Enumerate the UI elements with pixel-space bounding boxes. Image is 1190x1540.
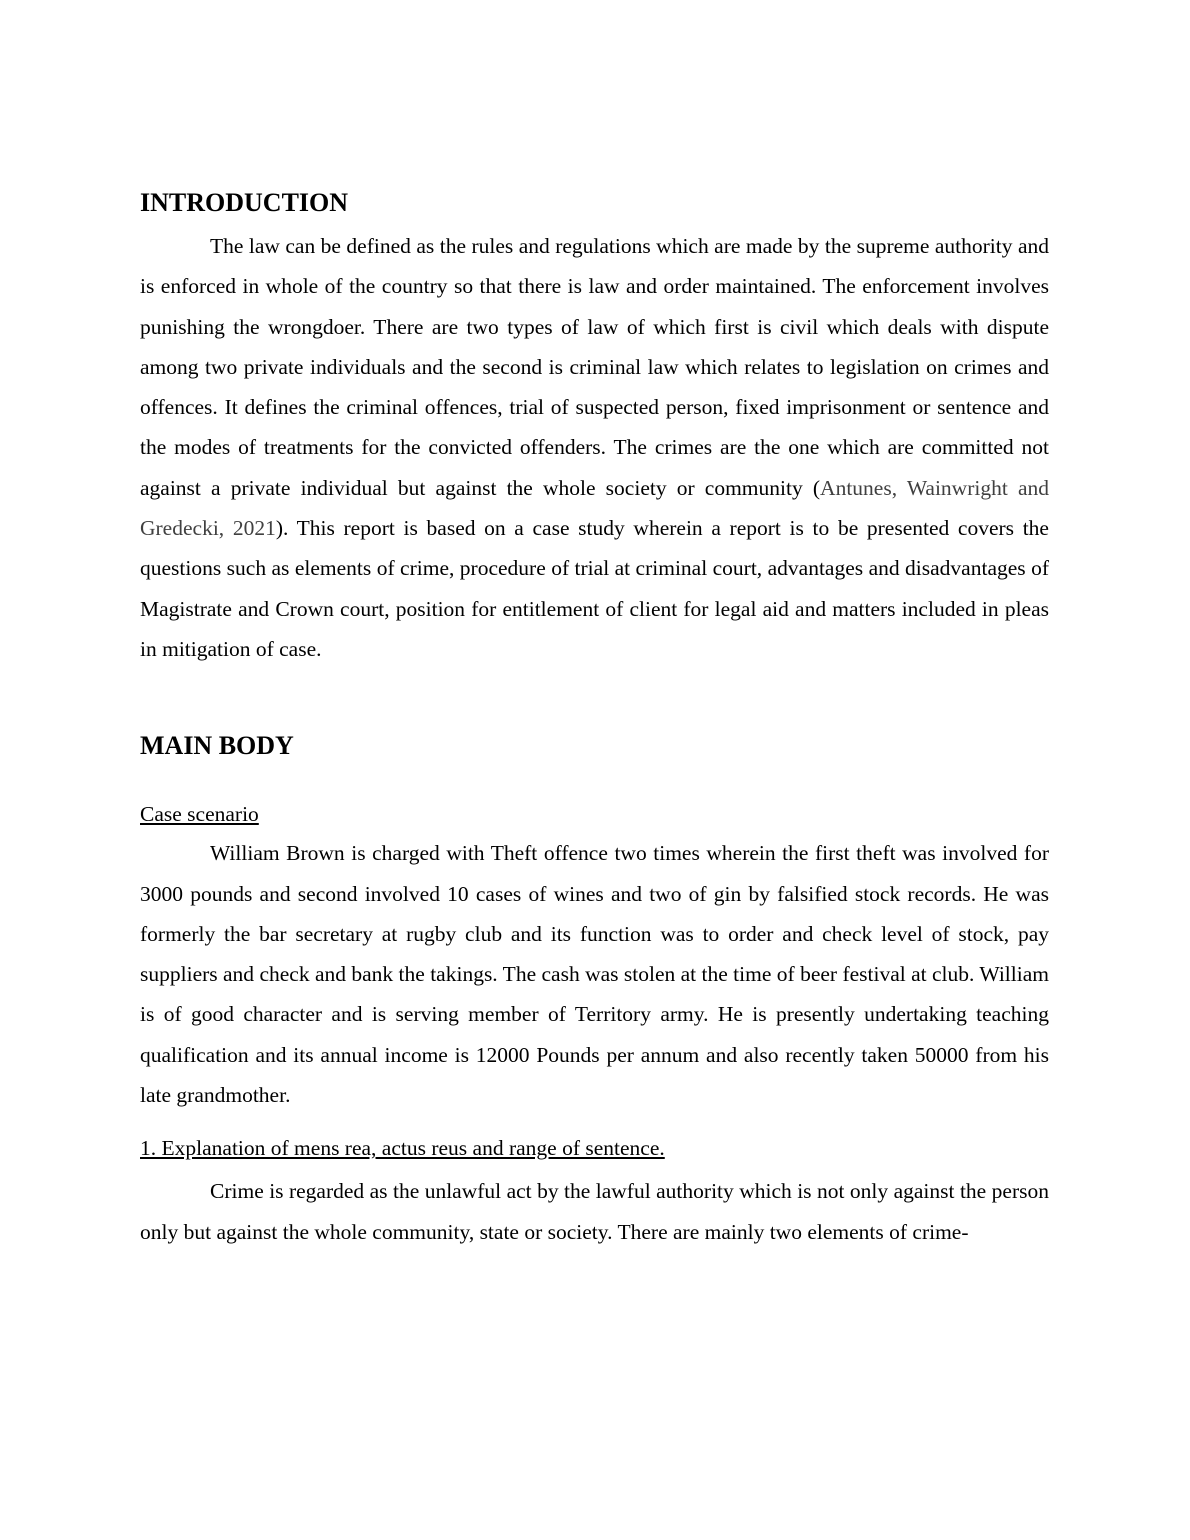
main-body-heading: MAIN BODY xyxy=(140,731,294,761)
case-scenario-paragraph: William Brown is charged with Theft offence two times wherein the first theft was involved for 3000 pounds and second involved 10 cases of wines and two of gin by falsified stock records. He was formerly the bar secretary at rugby club and its function was to order and check level of stock, pay suppliers and check and bank the takings. The cash was stolen at the time of beer festival at club. William is of good character and is serving member of Territory army. He is presently undertaking teaching qualification and its annual income is 12000 Pounds per annum and also recently taken 50000 from his late grandmother. xyxy=(140,841,1049,1108)
introduction-citation: Antunes, Wainwright and Gredecki, 2021 xyxy=(140,475,1050,541)
question1-subheading: 1. Explanation of mens rea, actus reus and range of sentence. xyxy=(140,1136,665,1161)
introduction-text-part1: The law can be defined as the rules and regulations which are made by the supreme authority and is enforced in whole of the country so that there is law and order maintained. The enforcement involves punishing the wrongdoer. There are two types of law of which first is civil which deals with dispute among two private individuals and the second is criminal law which relates to legislation on crimes and offences. It defines the criminal offences, trial of suspected person, fixed imprisonment or sentence and the modes of treatments for the convicted offenders. The crimes are the one which are committed not against a private individual but against the whole society or community ( xyxy=(140,234,1049,500)
question1-paragraph: Crime is regarded as the unlawful act by the lawful authority which is not only against the person only but against the whole community, state or society. There are mainly two elements of crime- xyxy=(140,1179,1049,1244)
introduction-heading: INTRODUCTION xyxy=(140,188,349,217)
document-page xyxy=(140,184,1049,1252)
introduction-paragraph xyxy=(140,226,1049,669)
case-scenario-subheading: Case scenario xyxy=(140,802,259,827)
introduction-text-part2: ). This report is based on a case study wherein a report is to be presented covers the questions such as elements of crime, procedure of trial at criminal court, advantages and disadvantages of Magistrate and Crown court, position for entitlement of client for legal aid and matters included in pleas in mitigation of case. xyxy=(140,516,1049,661)
